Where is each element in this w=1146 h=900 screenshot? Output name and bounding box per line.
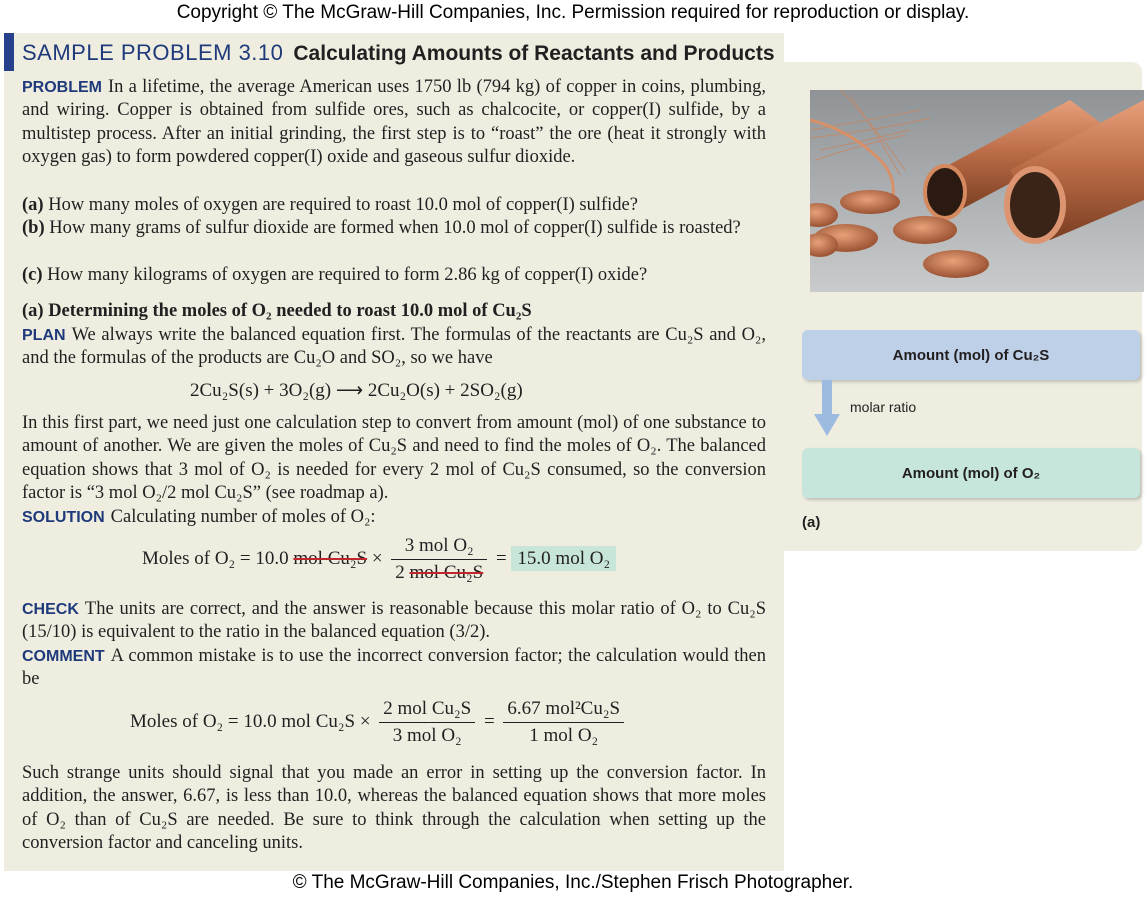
question-c [22, 264, 766, 287]
explanation-paragraph: In this first part, we need just one calculation step to convert from amount (mol) of one substance to amount of another. We are given the moles of Cu₂S and need to find the moles of O₂. The balanced equation shows that 3 mol of O₂ is needed for every 2 mol of Cu₂S consumed, so the conversion factor is “3 mol O₂/2 mol Cu₂S” (see roadmap a). [22, 413, 766, 504]
calc-answer: 15.0 mol O₂ [511, 546, 616, 571]
roadmap-box-cu2s: Amount (mol) of Cu₂S [802, 330, 1140, 380]
question-b [22, 217, 766, 240]
question-a [22, 194, 766, 217]
calc-numerator: 3 mol O₂ [391, 535, 487, 560]
correct-calculation: Moles of O₂ = 10.0 mol Cu₂S × $\frac{\text{3 mol O₂}}{\text{2 mol Cu₂S}}$ = 15.0 mol O₂ [142, 535, 616, 584]
plan-text: We always write the balanced equation first. The formulas of the reactants are Cu₂S and O₂, and the formulas of the products are Cu₂O and SO₂, so we have [22, 325, 766, 369]
down-arrow-icon [812, 380, 842, 440]
copyright-notice-top: Copyright © The McGraw-Hill Companies, Inc. Permission required for reproduction or display. [176, 2, 970, 23]
problem-text: In a lifetime, the average American uses 1750 lb (794 kg) of copper in coins, plumbing, and wiring. Copper is obtained from sulfide ores, such as chalcocite, or copper(I) sulfide, by a multistep process. After an initial grinding, the first step is to “roast” the ore (heat it strongly with oxygen gas) to form powdered copper(I) oxide and gaseous sulfur dioxide. [22, 77, 766, 168]
wrong-result-numerator: 6.67 mol²Cu₂S [503, 698, 624, 723]
wrong-result [503, 698, 624, 747]
problem-statement [22, 76, 766, 170]
wrong-numerator: 2 mol Cu₂S [379, 698, 475, 723]
question-b-text: How many grams of sulfur dioxide are formed when 10.0 mol of copper(I) sulfide is roasted? [49, 218, 741, 238]
wrong-lhs: Moles of O₂ = 10.0 mol Cu₂S [130, 710, 356, 732]
question-c-label: (c) [22, 265, 43, 285]
plan-keyword: PLAN [22, 327, 66, 344]
question-a-label: (a) [22, 195, 44, 215]
roadmap-label-a: (a) [802, 514, 821, 531]
question-c-text: How many kilograms of oxygen are required to form 2.86 kg of copper(I) oxide? [47, 265, 648, 285]
check-keyword: CHECK [22, 601, 79, 618]
question-a-text: How many moles of oxygen are required to roast 10.0 mol of copper(I) sulfide? [48, 195, 638, 215]
solution-text: Calculating number of moles of O₂: [110, 507, 376, 527]
closing-paragraph: Such strange units should signal that you made an error in setting up the conversion factor. In addition, the answer, 6.67, is less than 10.0, whereas the balanced equation shows that more moles of O₂ than of Cu₂S are needed. Be sure to think through the calculation when setting up the conversion factor and canceling units. [22, 763, 766, 854]
molar-ratio-label: molar ratio [850, 399, 917, 415]
sample-problem-heading: Calculating Amounts of Reactants and Products [293, 42, 775, 65]
copper-photo [810, 90, 1144, 292]
roadmap-box-o2: Amount (mol) of O₂ [802, 448, 1140, 498]
wrong-result-denominator: 1 mol O₂ [529, 725, 599, 746]
photo-credit: © The McGraw-Hill Companies, Inc./Stephen Frisch Photographer. [292, 872, 854, 893]
wrong-conversion-factor [379, 698, 475, 747]
question-b-label: (b) [22, 218, 45, 238]
part-a-heading: (a) Determining the moles of O₂ needed to roast 10.0 mol of Cu₂S [22, 301, 532, 321]
check-paragraph [22, 598, 766, 645]
problem-keyword: PROBLEM [22, 79, 102, 96]
calc-conversion-factor [391, 535, 487, 584]
header-accent-bar [4, 33, 14, 71]
sample-problem-label: SAMPLE PROBLEM 3.10 [22, 40, 284, 65]
calc-lhs: Moles of O₂ = 10.0 [142, 547, 289, 569]
balanced-equation: 2Cu₂S(s) + 3O₂(g) ⟶ 2Cu₂O(s) + 2SO₂(g) [190, 380, 523, 401]
calc-cancelled-unit: mol Cu₂S [293, 547, 368, 569]
plan-paragraph [22, 324, 766, 371]
comment-keyword: COMMENT [22, 648, 105, 665]
solution-keyword: SOLUTION [22, 509, 105, 526]
comment-paragraph [22, 645, 766, 692]
incorrect-calculation: Moles of O₂ = 10.0 mol Cu₂S × $\frac{\text{2 mol Cu₂S}}{\text{3 mol O₂}}$ = $\frac{\text{6.67 mol²Cu₂S}}{\text{1 mol O₂}}$ [130, 698, 628, 747]
calc-denominator: 2 mol Cu₂S [395, 562, 484, 583]
sample-problem-title [22, 40, 775, 66]
comment-text: A common mistake is to use the incorrect conversion factor; the calculation would then be [22, 646, 766, 690]
wrong-denominator: 3 mol O₂ [392, 725, 462, 746]
solution-line [22, 506, 766, 529]
check-text: The units are correct, and the answer is reasonable because this molar ratio of O₂ to Cu₂S (15/10) is equivalent to the ratio in the balanced equation (3/2). [22, 599, 766, 643]
